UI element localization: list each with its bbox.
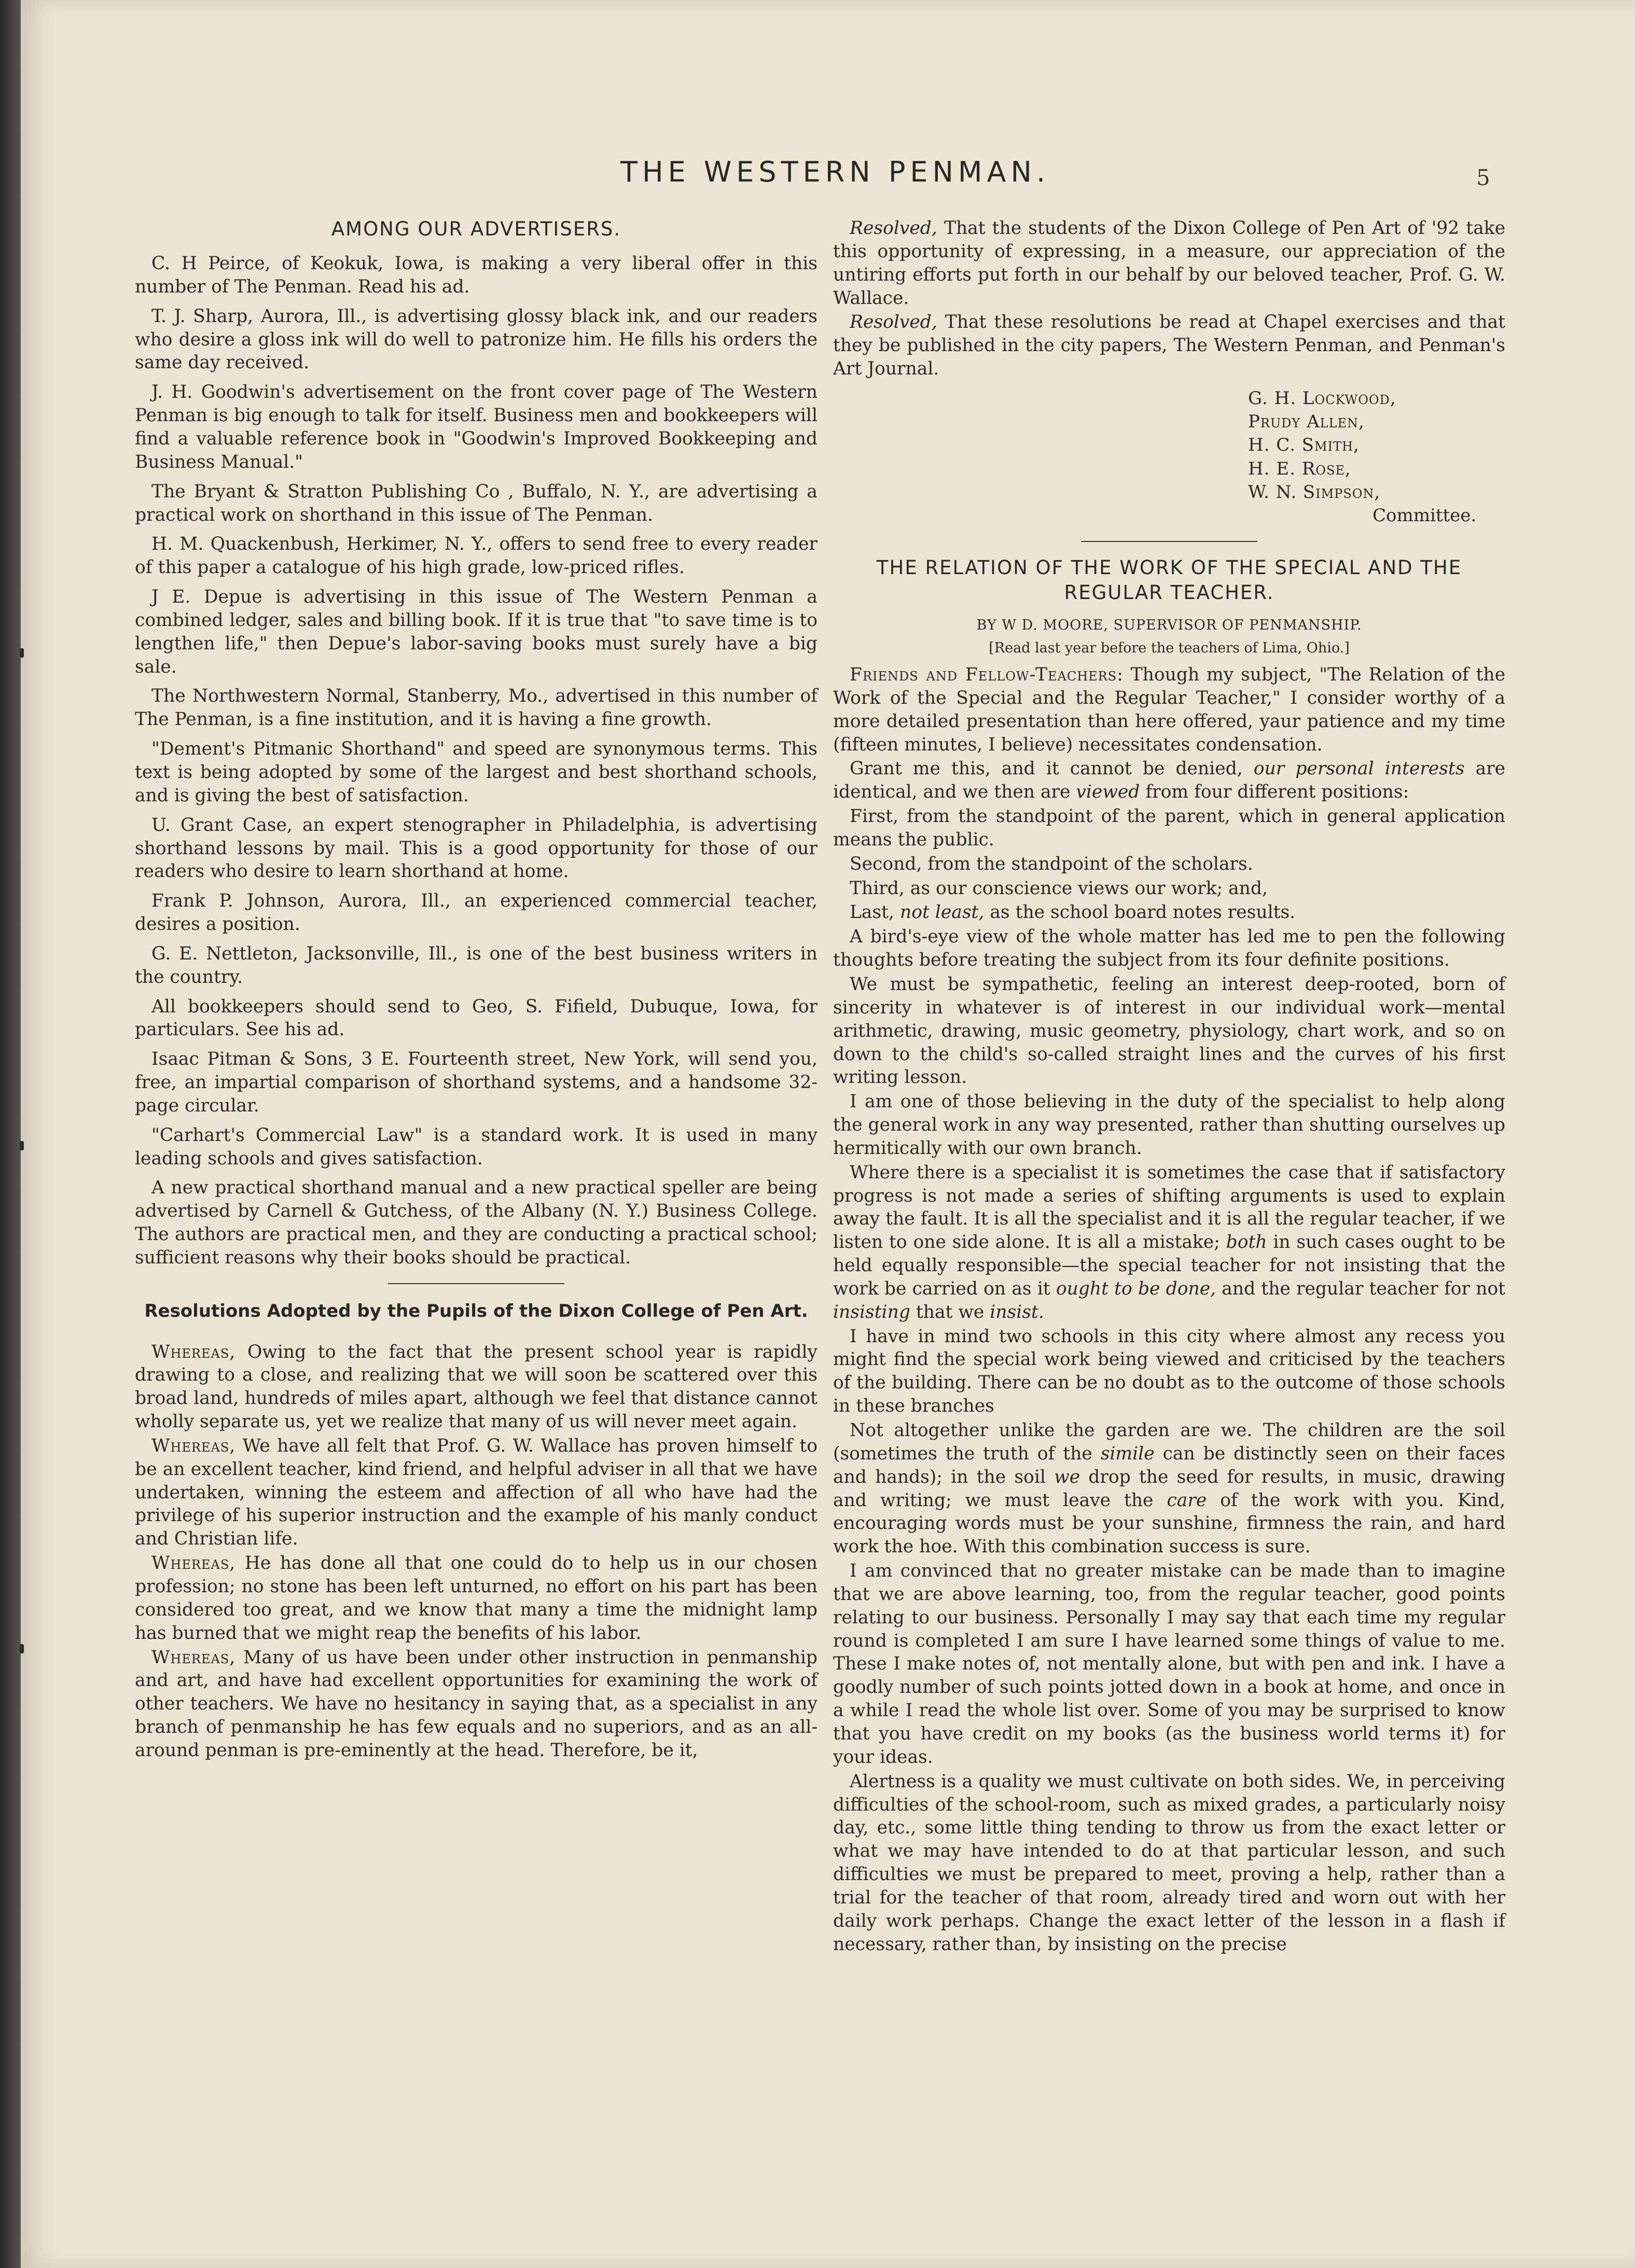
signature-list [833, 387, 1505, 504]
masthead: THE WESTERN PENMAN. [620, 156, 1050, 188]
binding-mark [20, 1141, 24, 1150]
advertiser-item: C. H Peirce, of Keokuk, Iowa, is making a very liberal offer in this number of The Penman. Read his ad. [135, 253, 818, 297]
committee-signature: H. E. Rose, [1248, 458, 1351, 479]
resolved-word: Resolved, [850, 312, 937, 333]
whereas-list [135, 1341, 818, 1762]
advertiser-item: Isaac Pitman & Sons, 3 E. Fourteenth street, New York, will send you, free, an impartial comparison of shorthand systems, and a handsome 32-page circular. [135, 1049, 818, 1116]
whereas-paragraph: Whereas, He has done all that one could do to help us in our chosen profession; no stone has been left unturned, no effort on his part has been considered too great, and we know that many a time the midnight lamp has burned that we might reap the benefits of his labor. [135, 1553, 818, 1644]
whereas-word: Whereas, [151, 1435, 236, 1456]
article-paragraph: Third, as our conscience views our work; and, [850, 878, 1268, 899]
whereas-paragraph: Whereas, Owing to the fact that the present school year is rapidly drawing to a close, and realizing that we will soon be scattered over this broad land, hundreds of miles apart, although we feel that distance cannot wholly separate us, yet we realize that many of us will never meet again. [135, 1341, 818, 1432]
whereas-word: Whereas, [151, 1341, 236, 1362]
article-paragraph: Alertness is a quality we must cultivate on both sides. We, in perceiving difficulties of the school-room, such as mixed grades, a particularly noisy day, etc., some little thing tending to throw us from the exact letter or what we may have intended to do at that particular lesson, and such difficulties we must be prepared to meet, proving a help, rather than a trial for the teacher of that room, already tired and worn out with her daily work perhaps. Change the exact letter of the lesson in a flash if necessary, rather than, by insisting on the precise [833, 1771, 1505, 1955]
advertiser-item: All bookkeepers should send to Geo, S. Fifield, Dubuque, Iowa, for particulars. See his ad. [135, 996, 818, 1040]
article-paragraph: Grant me this, and it cannot be denied, our personal interests are identical, and we then are viewed from four different positions: [833, 758, 1506, 803]
article-paragraph: Friends and Fellow-Teachers: Though my subject, "The Relation of the Work of the Special and the Regular Teacher," I consider worthy of a more detailed presentation than here offered, yaur patience and my time (fifteen minutes, I believe) necessitates condensation. [833, 664, 1506, 755]
article-paragraph: I have in mind two schools in this city where almost any recess you might find the special work being viewed and criticised by the teachers of the building. There can be no doubt as to the outcome of those schools in these branches [833, 1326, 1505, 1417]
advertiser-item: "Carhart's Commercial Law" is a standard work. It is used in many leading schools and gives satisfaction. [135, 1124, 818, 1169]
committee-signature: W. N. Simpson, [1248, 481, 1381, 503]
advertiser-item: G. E. Nettleton, Jacksonville, Ill., is one of the best business writers in the country. [135, 943, 818, 987]
resolved-paragraph-1: Resolved, That the students of the Dixon College of Pen Art of '92 take this opportunity of expressing, in a measure, our appreciation of the untiring efforts put forth in our behalf by our beloved teacher, Prof. G. W. Wallace. [833, 218, 1506, 309]
article-byline: BY W D. MOORE, SUPERVISOR OF PENMANSHIP. [976, 617, 1362, 634]
whereas-paragraph: Whereas, We have all felt that Prof. G. W. Wallace has proven himself to be an excellent teacher, kind friend, and helpful adviser in all that we have undertaken, winning the esteem and affection of all who have had the privilege of his superior instruction and the example of his manly conduct and Christian life. [135, 1435, 818, 1550]
article-heading: THE RELATION OF THE WORK OF THE SPECIAL AND THE REGULAR TEACHER. [876, 556, 1462, 604]
article-paragraph: We must be sympathetic, feeling an interest deep-rooted, born of sincerity in whatever is of interest in our individual work—mental arithmetic, drawing, music geometry, physiology, chart work, and so on down to the child's so-called straight lines and the curves of his first writing lesson. [833, 973, 1505, 1088]
article-paragraph: First, from the standpoint of the parent, which in general application means the public. [833, 806, 1505, 850]
binding-mark [20, 648, 24, 658]
article-note: [Read last year before the teachers of Lima, Ohio.] [989, 640, 1350, 657]
resolved-paragraph-2: Resolved, That these resolutions be read at Chapel exercises and that they be published in the city papers, The Western Penman, and Penman's Art Journal. [833, 312, 1505, 380]
committee-signature: Prudy Allen, [1248, 411, 1365, 433]
article-paragraph: I am one of those believing in the duty of the specialist to help along the general work in any way presented, rather than shutting ourselves up hermitically with our own branch. [833, 1091, 1505, 1159]
article-paragraph: Second, from the standpoint of the scholars. [850, 853, 1253, 874]
article-paragraph: Not altogether unlike the garden are we. The children are the soil (sometimes the truth of the simile can be distinctly seen on their faces and hands); in the soil we drop the seed for results, in music, drawing and writing; we must leave the care of the work with you. Kind, encouraging words must be your sunshine, firmness the rain, and hard work the hoe. With this combination success is sure. [833, 1420, 1506, 1557]
whereas-paragraph: Whereas, Many of us have been under other instruction in penmanship and art, and have had excellent opportunities for examining the work of other teachers. We have no hesitancy in saying that, as a specialist in any branch of penmanship he has few equals and no superiors, and as an all-around penman is pre-eminently at the head. Therefore, be it, [135, 1647, 818, 1761]
committee-signature: H. C. Smith, [1248, 435, 1360, 456]
right-column [833, 217, 1505, 1957]
advertiser-item: U. Grant Case, an expert stenographer in Philadelphia, is advertising shorthand lessons by mail. This is a good opportunity for those of our readers who desire to learn shorthand at home. [135, 814, 818, 882]
article-paragraph: I am convinced that no greater mistake can be made than to imagine that we are above learning, too, from the regular teacher, good points relating to our business. Personally I may say that each time my regular round is completed I am sure I have learned some things of value to me. These I make notes of, not mentally alone, but with pen and ink. I have a goodly number of such points jotted down in a book at home, and once in a while I read the whole list over. Some of you may be surprised to know that you have credit on my books (as the business world terms it) for your ideas. [833, 1561, 1505, 1768]
resolved-word: Resolved, [850, 218, 937, 239]
advertiser-item: J. H. Goodwin's advertisement on the front cover page of The Western Penman is big enough to talk for itself. Business men and bookkeepers will find a valuable reference book in "Goodwin's Improved Bookkeeping and Business Manual." [135, 382, 818, 472]
section-divider [1081, 541, 1257, 542]
advertiser-item: The Bryant & Stratton Publishing Co , Buffalo, N. Y., are advertising a practical work on shorthand in this issue of The Penman. [135, 481, 818, 525]
magazine-page [21, 0, 1635, 2268]
advertisers-heading: AMONG OUR ADVERTISERS. [331, 218, 621, 240]
advertiser-item: J E. Depue is advertising in this issue of The Western Penman a combined ledger, sales and billing book. If it is true that "to save time is to lengthen life," then Depue's labor-saving books must surely have a big sale. [135, 587, 818, 677]
article-paragraph: Last, not least, as the school board notes results. [850, 902, 1296, 923]
article-paragraph: Where there is a specialist it is sometimes the case that if satisfactory progress is not made a series of shifting arguments is used to explain away the fault. It is all the specialist and it is all the regular teacher, if we listen to one side alone. It is all a mistake; both in such cases ought to be held equally responsible—the special teacher for not insisting that the work be carried on as it ought to be done, and the regular teacher for not insisting that we insist. [833, 1162, 1506, 1323]
advertiser-item: "Dement's Pitmanic Shorthand" and speed are synonymous terms. This text is being adopted by some of the largest and best shorthand schools, and is giving the best of satisfaction. [135, 739, 818, 806]
advertiser-item: Frank P. Johnson, Aurora, Ill., an experienced commercial teacher, desires a position. [135, 890, 818, 935]
committee-label: Committee. [1373, 505, 1477, 526]
advertiser-item: H. M. Quackenbush, Herkimer, N. Y., offers to send free to every reader of this paper a catalogue of his high grade, low-priced rifles. [135, 534, 818, 578]
book-spine [0, 0, 21, 2268]
committee-signature: G. H. Lockwood, [1248, 387, 1396, 409]
page-number: 5 [1476, 165, 1490, 190]
advertiser-item: A new practical shorthand manual and a new practical speller are being advertised by Carnell & Gutchess, of the Albany (N. Y.) Business College. The authors are practical men, and they are conducting a practical school; sufficient reasons why their books should be practical. [135, 1177, 818, 1268]
advertiser-item: The Northwestern Normal, Stanberry, Mo., advertised in this number of The Penman, is a fine institution, and it is having a fine growth. [135, 686, 818, 730]
whereas-word: Whereas, [151, 1647, 236, 1668]
binding-mark [20, 1644, 24, 1653]
advertiser-item: T. J. Sharp, Aurora, Ill., is advertising glossy black ink, and our readers who desire a gloss ink will do well to patronize him. He fills his orders the same day received. [135, 305, 818, 373]
article-paragraph: A bird's-eye view of the whole matter has led me to pen the following thoughts before treating the subject from its four definite positions. [833, 926, 1505, 971]
whereas-word: Whereas, [151, 1553, 236, 1574]
left-column [135, 217, 818, 1763]
section-divider [388, 1283, 564, 1284]
advertisers-list [135, 252, 818, 1270]
resolutions-heading: Resolutions Adopted by the Pupils of the Dixon College of Pen Art. [144, 1300, 808, 1321]
